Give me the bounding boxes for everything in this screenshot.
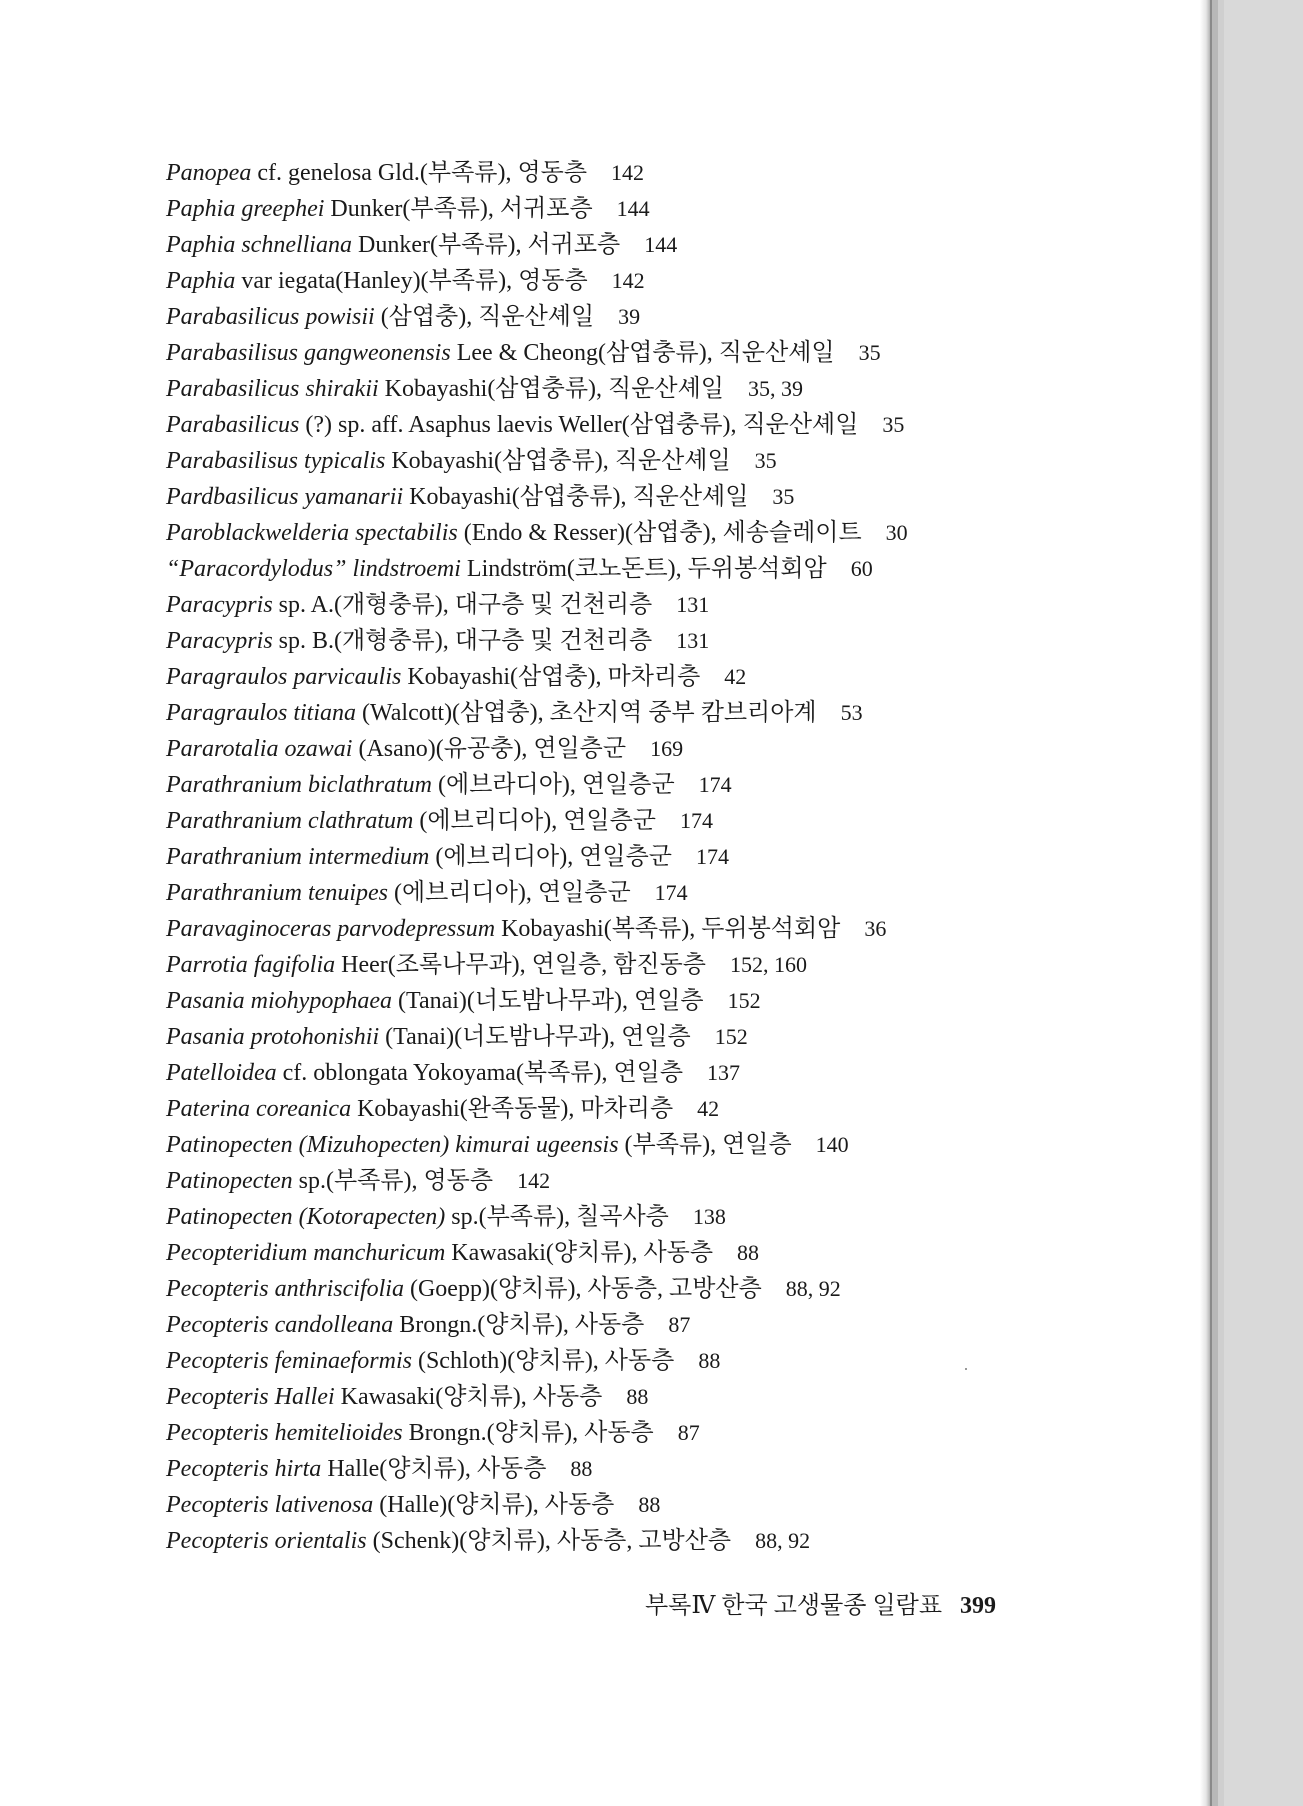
- entry-taxon: Panopea: [166, 160, 252, 186]
- entry-page-refs: 142: [611, 160, 645, 185]
- index-entry: [166, 839, 1166, 875]
- index-entry: [166, 479, 1166, 515]
- index-entry: [166, 947, 1166, 983]
- index-entry: [166, 1235, 1166, 1271]
- entry-page-refs: 142: [517, 1168, 551, 1193]
- entry-taxon: Paragraulos parvicaulis: [166, 664, 402, 690]
- entry-description: Halle(양치류), 사동층: [327, 1456, 547, 1482]
- entry-description: Lindström(코노돈트), 두위봉석회암: [466, 556, 827, 582]
- entry-page-refs: 131: [676, 628, 710, 653]
- entry-taxon: Pecopteris Hallei: [166, 1384, 335, 1410]
- entry-description: Kobayashi(삼엽충류), 직운산셰일: [384, 376, 724, 402]
- entry-page-refs: 138: [692, 1204, 726, 1229]
- entry-taxon: Parathranium tenuipes: [166, 880, 388, 906]
- entry-description: Kawasaki(양치류), 사동층: [340, 1384, 603, 1410]
- entry-page-refs: 174: [695, 844, 729, 869]
- entry-taxon: Paravaginoceras parvodepressum: [166, 916, 496, 942]
- index-entry: [166, 1019, 1166, 1055]
- entry-page-refs: 35, 39: [747, 376, 803, 401]
- entry-page-refs: 152: [727, 988, 761, 1013]
- entry-description: Dunker(부족류), 서귀포층: [330, 196, 593, 222]
- page-edge: [1200, 0, 1210, 1806]
- entry-taxon: Paterina coreanica: [166, 1096, 352, 1122]
- entry-description: Brongn.(양치류), 사동층: [408, 1420, 654, 1446]
- index-entry: [166, 1091, 1166, 1127]
- index-entry: [166, 983, 1166, 1019]
- entry-page-refs: 152, 160: [729, 952, 807, 977]
- entry-description: Kobayashi(완족동물), 마차리층: [357, 1096, 674, 1122]
- entry-taxon: Patinopecten (Kotorapecten): [166, 1204, 446, 1230]
- index-entry: [166, 335, 1166, 371]
- entry-description: (Tanai)(너도밤나무과), 연일층: [397, 988, 704, 1014]
- entry-page-refs: 53: [840, 700, 863, 725]
- entry-page-refs: 88: [737, 1240, 759, 1265]
- entry-page-refs: 35: [754, 448, 777, 473]
- index-entry: [166, 1127, 1166, 1163]
- entry-taxon: Parabasilicus shirakii: [166, 376, 379, 402]
- entry-description: (Endo & Resser)(삼엽충), 세송슬레이트: [463, 520, 862, 546]
- entry-description: (삼엽충), 직운산셰일: [380, 304, 595, 330]
- entry-description: sp. B.(개형충류), 대구층 및 건천리층: [278, 628, 653, 654]
- entry-taxon: Parabasilisus typicalis: [166, 448, 386, 474]
- index-entry: [166, 911, 1166, 947]
- index-entry: [166, 731, 1166, 767]
- entry-description: (Halle)(양치류), 사동층: [379, 1492, 615, 1518]
- index-entry: [166, 1271, 1166, 1307]
- entry-description: (부족류), 연일층: [624, 1132, 792, 1158]
- index-entry: [166, 1055, 1166, 1091]
- entry-page-refs: 42: [724, 664, 747, 689]
- entry-description: cf. oblongata Yokoyama(복족류), 연일층: [282, 1060, 684, 1086]
- index-entry: [166, 407, 1166, 443]
- index-entry: [166, 1163, 1166, 1199]
- entry-page-refs: 35: [882, 412, 905, 437]
- entry-taxon: Pecopteris orientalis: [166, 1528, 367, 1554]
- entry-taxon: Paphia greephei: [166, 196, 325, 222]
- entry-page-refs: 87: [668, 1312, 691, 1337]
- entry-taxon: Parabasilisus gangweonensis: [166, 340, 451, 366]
- entry-taxon: Parathranium biclathratum: [166, 772, 433, 798]
- entry-page-refs: 39: [618, 304, 641, 329]
- entry-page-refs: 140: [815, 1132, 849, 1157]
- index-entry: [166, 263, 1166, 299]
- index-entry: [166, 1199, 1166, 1235]
- entry-taxon: Pecopteris hirta: [166, 1456, 322, 1482]
- index-entry: [166, 695, 1166, 731]
- entry-taxon: Paphia: [166, 268, 236, 294]
- entry-description: sp.(부족류), 칠곡사층: [451, 1204, 669, 1230]
- entry-description: (에브리디아), 연일층군: [419, 808, 656, 834]
- entry-description: Brongn.(양치류), 사동층: [399, 1312, 645, 1338]
- entry-taxon: “Paracordylodus” lindstroemi: [166, 556, 461, 582]
- entry-page-refs: 88: [626, 1384, 649, 1409]
- entry-description: (Schloth)(양치류), 사동층: [417, 1348, 675, 1374]
- page-footer: [645, 1585, 996, 1620]
- entry-page-refs: 152: [714, 1024, 748, 1049]
- index-entry: [166, 515, 1166, 551]
- entry-taxon: Pecopteris hemitelioides: [166, 1420, 403, 1446]
- entry-description: Lee & Cheong(삼엽충류), 직운산셰일: [456, 340, 835, 366]
- entry-page-refs: 174: [654, 880, 688, 905]
- entry-page-refs: 131: [676, 592, 710, 617]
- entry-taxon: Pecopteris candolleana: [166, 1312, 394, 1338]
- entry-description: Kobayashi(삼엽충류), 직운산셰일: [409, 484, 749, 510]
- entry-description: Kobayashi(삼엽충), 마차리층: [407, 664, 701, 690]
- index-entry: [166, 155, 1166, 191]
- entry-taxon: Parabasilicus: [166, 412, 300, 438]
- index-entry: [166, 371, 1166, 407]
- entry-taxon: Paracypris: [166, 628, 273, 654]
- index-entry: [166, 1307, 1166, 1343]
- index-entry: [166, 623, 1166, 659]
- entry-description: (에브리디아), 연일층군: [394, 880, 631, 906]
- index-entry: [166, 803, 1166, 839]
- entry-page-refs: 88, 92: [755, 1528, 811, 1553]
- entry-description: sp. A.(개형충류), 대구층 및 건천리층: [278, 592, 653, 618]
- entry-taxon: Patinopecten: [166, 1168, 293, 1194]
- entry-page-refs: 30: [885, 520, 908, 545]
- index-entry: [166, 1523, 1166, 1559]
- entry-description: Dunker(부족류), 서귀포층: [357, 232, 621, 258]
- index-entry: [166, 1415, 1166, 1451]
- index-entry: [166, 1487, 1166, 1523]
- entry-page-refs: 144: [616, 196, 650, 221]
- entry-taxon: Paroblackwelderia spectabilis: [166, 520, 458, 546]
- entry-page-refs: 35: [772, 484, 795, 509]
- entry-description: cf. genelosa Gld.(부족류), 영동층: [257, 160, 588, 186]
- entry-page-refs: 174: [698, 772, 732, 797]
- entry-description: (Tanai)(너도밤나무과), 연일층: [385, 1024, 691, 1050]
- entry-description: (?) sp. aff. Asaphus laevis Weller(삼엽충류), 직운산셰일: [305, 412, 859, 438]
- index-entry-list: [166, 155, 1166, 1559]
- entry-description: var iegata(Hanley)(부족류), 영동층: [241, 268, 588, 294]
- entry-page-refs: 87: [677, 1420, 700, 1445]
- entry-taxon: Pecopteris feminaeformis: [166, 1348, 412, 1374]
- entry-page-refs: 36: [864, 916, 887, 941]
- entry-taxon: Pecopteris lativenosa: [166, 1492, 374, 1518]
- index-entry: [166, 587, 1166, 623]
- entry-taxon: Parabasilicus powisii: [166, 304, 375, 330]
- entry-taxon: Paracypris: [166, 592, 273, 618]
- entry-page-refs: 88: [698, 1348, 721, 1373]
- entry-taxon: Pasania miohypophaea: [166, 988, 392, 1014]
- entry-page-refs: 88: [570, 1456, 593, 1481]
- entry-taxon: Paphia schnelliana: [166, 232, 352, 258]
- entry-description: Kobayashi(삼엽충류), 직운산셰일: [391, 448, 731, 474]
- index-entry: [166, 659, 1166, 695]
- entry-taxon: Patinopecten (Mizuhopecten) kimurai ugeensis: [166, 1132, 619, 1158]
- entry-page-refs: 137: [707, 1060, 741, 1085]
- entry-page-refs: 142: [611, 268, 645, 293]
- entry-taxon: Pararotalia ozawai: [166, 736, 353, 762]
- index-entry: [166, 875, 1166, 911]
- entry-description: (에브리디아), 연일층군: [435, 844, 672, 870]
- entry-description: (에브라디아), 연일층군: [438, 772, 675, 798]
- index-entry: [166, 551, 1166, 587]
- entry-description: sp.(부족류), 영동층: [298, 1168, 494, 1194]
- entry-page-refs: 88: [638, 1492, 661, 1517]
- entry-page-refs: 169: [650, 736, 684, 761]
- entry-page-refs: 60: [850, 556, 873, 581]
- entry-description: (Asano)(유공충), 연일층군: [358, 736, 627, 762]
- entry-description: (Walcott)(삼엽충), 초산지역 중부 캄브리아계: [362, 700, 817, 726]
- entry-taxon: Patelloidea: [166, 1060, 277, 1086]
- entry-taxon: Parathranium intermedium: [166, 844, 430, 870]
- page-number: 399: [960, 1593, 996, 1619]
- index-entry: [166, 1343, 1166, 1379]
- index-entry: [166, 443, 1166, 479]
- entry-description: Kawasaki(양치류), 사동층: [451, 1240, 713, 1266]
- entry-taxon: Pasania protohonishii: [166, 1024, 380, 1050]
- entry-taxon: Pardbasilicus yamanarii: [166, 484, 404, 510]
- entry-description: Heer(조록나무과), 연일층, 함진동층: [341, 952, 706, 978]
- index-entry: [166, 299, 1166, 335]
- entry-page-refs: 144: [644, 232, 678, 257]
- index-entry: [166, 227, 1166, 263]
- specks: [965, 1368, 967, 1370]
- entry-page-refs: 42: [697, 1096, 720, 1121]
- entry-taxon: Pecopteridium manchuricum: [166, 1240, 446, 1266]
- index-entry: [166, 767, 1166, 803]
- footer-section-title: 부록Ⅳ 한국 고생물종 일람표: [645, 1593, 942, 1619]
- entry-description: (Schenk)(양치류), 사동층, 고방산층: [372, 1528, 732, 1554]
- entry-description: (Goepp)(양치류), 사동층, 고방산층: [409, 1276, 762, 1302]
- entry-taxon: Parrotia fagifolia: [166, 952, 336, 978]
- index-entry: [166, 191, 1166, 227]
- entry-page-refs: 174: [679, 808, 713, 833]
- entry-description: Kobayashi(복족류), 두위봉석회암: [501, 916, 841, 942]
- entry-taxon: Pecopteris anthriscifolia: [166, 1276, 404, 1302]
- entry-taxon: Paragraulos titiana: [166, 700, 357, 726]
- entry-page-refs: 88, 92: [785, 1276, 841, 1301]
- index-entry: [166, 1379, 1166, 1415]
- index-entry: [166, 1451, 1166, 1487]
- entry-taxon: Parathranium clathratum: [166, 808, 414, 834]
- entry-page-refs: 35: [858, 340, 881, 365]
